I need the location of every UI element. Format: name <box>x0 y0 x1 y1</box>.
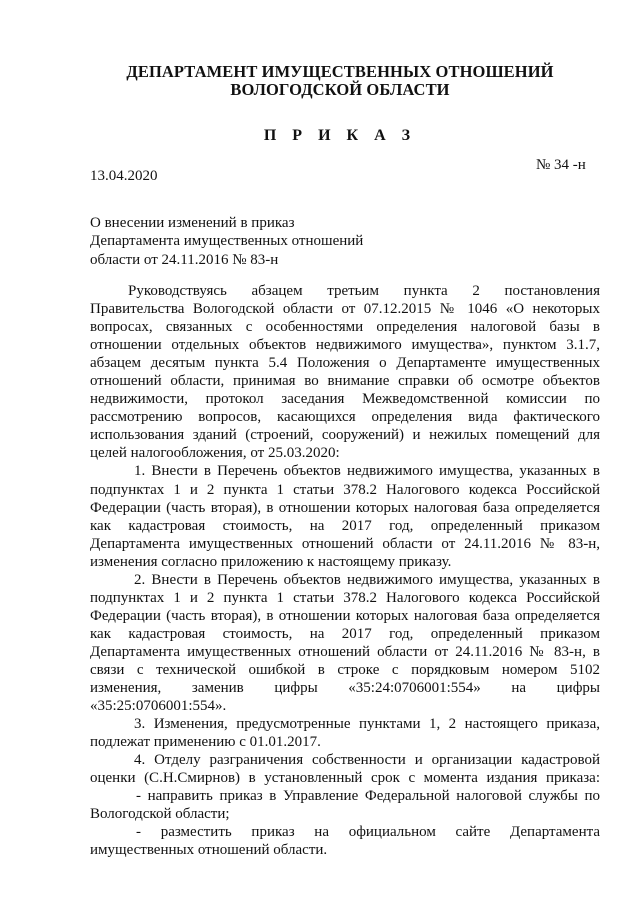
body-line: 4. Отделу разграничения собственности и организации кадастровой <box>134 752 600 769</box>
body-line: «35:25:0706001:554». <box>90 698 227 715</box>
order-number: № 34 -н <box>536 157 586 173</box>
body-line: рассмотрению вопросов, касающихся определения вида фактического <box>90 409 600 426</box>
body-line: Руководствуясь абзацем третьим пункта 2 постановления <box>128 283 600 299</box>
body-line: как кадастровая стоимость, на 2017 год, определенный приказом <box>90 517 600 534</box>
order-body <box>90 282 600 860</box>
body-line: абзацем десятым пункта 5.4 Положения о Департаменте имущественных <box>90 355 600 372</box>
body-line: целей налогообложения, от 25.03.2020: <box>90 445 340 462</box>
body-line: Вологодской области; <box>90 806 230 823</box>
body-line: Департамента имущественных отношений области от 24.11.2016 № 83-н, <box>90 535 600 552</box>
body-line: Федерации (часть вторая), в отношении которых налоговая база определяется <box>90 499 600 516</box>
body-line: подпунктах 1 и 2 пункта 1 статьи 378.2 Налогового кодекса Российской <box>90 589 600 606</box>
body-line: изменения согласно приложению к настоящему приказу. <box>90 553 452 570</box>
body-line: использования зданий (строений, сооружений) и нежилых помещений для <box>90 427 600 444</box>
subject-line: Департамента имущественных отношений <box>90 233 364 250</box>
subject-line: области от 24.11.2016 № 83-н <box>90 251 279 268</box>
body-line: подпунктах 1 и 2 пункта 1 статьи 378.2 Налогового кодекса Российской <box>90 481 600 498</box>
body-line: отношении отдельных объектов недвижимого имущества», пунктом 3.1.7, <box>90 337 600 354</box>
body-line: как кадастровая стоимость, на 2017 год, определенный приказом <box>90 625 600 642</box>
body-line: подлежат применению с 01.01.2017. <box>90 734 321 751</box>
body-line: вопросах, связанных с особенностями определения налоговой базы в <box>90 319 600 336</box>
body-line: 2. Внести в Перечень объектов недвижимого имущества, указанных в <box>134 571 600 588</box>
body-line: Правительства Вологодской области от 07.12.2015 № 1046 «О некоторых <box>90 301 600 318</box>
body-line: 3. Изменения, предусмотренные пунктами 1, 2 настоящего приказа, <box>134 716 600 733</box>
body-line: изменения, заменив цифры «35:24:0706001:554» на цифры <box>90 680 600 697</box>
organization-name-line-2: ВОЛОГОДСКОЙ ОБЛАСТИ <box>230 80 450 99</box>
body-line: Департамента имущественных отношений области от 24.11.2016 № 83-н, в <box>90 643 600 660</box>
body-line: недвижимости, протокол заседания Межведомственной комиссии по <box>90 391 600 408</box>
body-line: отношений области, принимая во внимание справки об осмотре объектов <box>90 373 600 390</box>
organization-name-line-1: ДЕПАРТАМЕНТ ИМУЩЕСТВЕННЫХ ОТНОШЕНИЙ <box>126 62 554 81</box>
body-line: оценки (С.Н.Смирнов) в установленный срок с момента издания приказа: <box>90 770 600 787</box>
body-line: 1. Внести в Перечень объектов недвижимого имущества, указанных в <box>134 463 600 480</box>
body-line: Федерации (часть вторая), в отношении которых налоговая база определяется <box>90 607 600 624</box>
body-line: - разместить приказ на официальном сайте Департамента <box>136 824 600 841</box>
order-date: 13.04.2020 <box>90 168 158 184</box>
body-line: - направить приказ в Управление Федеральной налоговой службы по <box>136 788 600 805</box>
body-line: связи с технической ошибкой в строке с порядковым номером 5102 <box>90 661 600 678</box>
document-title: П Р И К А З <box>263 127 417 144</box>
order-subject <box>90 214 363 269</box>
subject-line: О внесении изменений в приказ <box>90 215 295 231</box>
body-line: имущественных отношений области. <box>90 842 328 859</box>
